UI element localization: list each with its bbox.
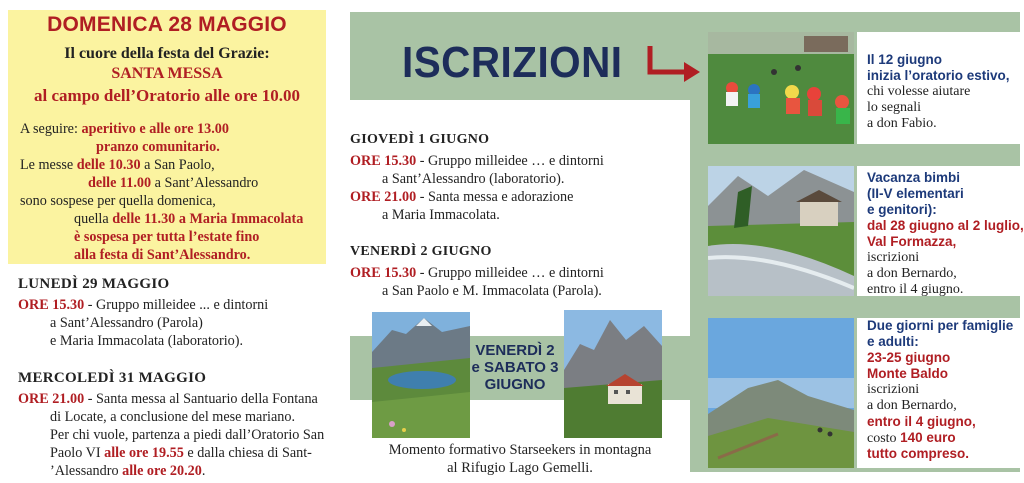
- arrow-right-icon: [646, 44, 704, 84]
- starseekers-caption-1: Momento formativo Starseekers in montagna: [388, 442, 652, 458]
- photo-val-formazza: [708, 166, 854, 296]
- domenica-line-6: quella delle 11.30 a Maria Immacolata: [74, 211, 304, 227]
- vacanza-line-4: dal 28 giugno al 2 luglio,: [867, 218, 1024, 233]
- vacanza-line-3: e genitori):: [867, 202, 937, 217]
- oratorio-line-5: a don Fabio.: [867, 116, 937, 131]
- starseekers-caption-2: al Rifugio Lago Gemelli.: [447, 460, 593, 476]
- giovedi-line-2: a Sant’Alessandro (laboratorio).: [382, 171, 565, 187]
- mercoledi-line-2: di Locate, a conclusione del mese mariano.: [50, 409, 296, 425]
- vacanza-line-7: a don Bernardo,: [867, 266, 957, 281]
- domenica-line-1: A seguire: aperitivo e alle ore 13.00: [20, 121, 229, 137]
- venerdi-title: VENERDÌ 2 GIUGNO: [350, 244, 492, 259]
- oratorio-line-1: Il 12 giugno: [867, 52, 943, 67]
- mercoledi-line-3: Per chi vuole, partenza a piedi dall’Oratorio San: [50, 427, 325, 443]
- venerdi-line-1: ORE 15.30 - Gruppo milleidee … e dintorni: [350, 265, 604, 281]
- lunedi-line-1: ORE 15.30 - Gruppo milleidee ... e dintorni: [18, 297, 269, 313]
- domenica-title: DOMENICA 28 MAGGIO: [47, 13, 287, 36]
- santa-messa-detail: al campo dell’Oratorio alle ore 10.00: [34, 86, 300, 105]
- lunedi-line-3: e Maria Immacolata (laboratorio).: [50, 333, 244, 349]
- iscrizioni-title: ISCRIZIONI: [402, 38, 623, 87]
- photo-oratorio: [708, 32, 854, 144]
- lunedi-title: LUNEDÌ 29 MAGGIO: [18, 276, 170, 292]
- venerdi-line-2: a San Paolo e M. Immacolata (Parola).: [382, 283, 602, 299]
- giovedi-line-1: ORE 15.30 - Gruppo milleidee … e dintorni: [350, 153, 604, 169]
- mercoledi-line-1: ORE 21.00 - Santa messa al Santuario della Fontana: [18, 391, 318, 407]
- vacanza-line-1: Vacanza bimbi: [867, 170, 961, 185]
- photo-monte-baldo: [708, 318, 854, 468]
- giovedi-title: GIOVEDÌ 1 GIUGNO: [350, 132, 490, 147]
- mercoledi-line-4: Paolo VI alle ore 19.55 e dalla chiesa di Sant-: [50, 445, 312, 461]
- mercoledi-title: MERCOLEDÌ 31 MAGGIO: [18, 370, 207, 386]
- domenica-box: [8, 10, 326, 264]
- giovedi-line-3: ORE 21.00 - Santa messa e adorazione: [350, 189, 574, 205]
- giovedi-line-4: a Maria Immacolata.: [382, 207, 500, 223]
- vacanza-line-8: entro il 4 giugno.: [867, 282, 964, 297]
- famiglie-line-1: Due giorni per famiglie: [867, 318, 1014, 333]
- famiglie-line-9: tutto compreso.: [867, 446, 970, 461]
- photo-lago-gemelli: [372, 312, 470, 438]
- vacanza-line-5: Val Formazza,: [867, 234, 957, 249]
- famiglie-line-5: iscrizioni: [867, 382, 920, 397]
- oratorio-line-2: inizia l’oratorio estivo,: [867, 68, 1010, 83]
- starseekers-date: [470, 342, 560, 393]
- famiglie-line-2: e adulti:: [867, 334, 919, 349]
- vacanza-line-6: iscrizioni: [867, 250, 920, 265]
- famiglie-line-3: 23-25 giugno: [867, 350, 951, 365]
- starseekers-date-1: VENERDÌ 2: [475, 342, 555, 359]
- famiglie-line-7: entro il 4 giugno,: [867, 414, 976, 429]
- lunedi-line-2: a Sant’Alessandro (Parola): [50, 315, 203, 331]
- domenica-line-8: alla festa di Sant’Alessandro.: [74, 247, 251, 263]
- oratorio-line-4: lo segnali: [867, 100, 922, 115]
- mercoledi-line-5: ’Alessandro alle ore 20.20.: [50, 463, 206, 479]
- photo-rifugio: [564, 310, 662, 438]
- domenica-line-3: Le messe delle 10.30 a San Paolo,: [20, 157, 215, 173]
- domenica-line-5: sono sospese per quella domenica,: [20, 193, 216, 209]
- domenica-line-2: pranzo comunitario.: [96, 139, 220, 155]
- oratorio-line-3: chi volesse aiutare: [867, 84, 971, 99]
- vacanza-line-2: (II-V elementari: [867, 186, 964, 201]
- domenica-heading: Il cuore della festa del Grazie:: [64, 45, 270, 62]
- domenica-line-7: è sospesa per tutta l’estate fino: [74, 229, 260, 245]
- starseekers-date-3: GIUGNO: [484, 376, 546, 393]
- famiglie-line-8: costo 140 euro: [867, 430, 956, 446]
- starseekers-date-2: e SABATO 3: [471, 359, 559, 376]
- famiglie-line-4: Monte Baldo: [867, 366, 948, 381]
- domenica-line-4: delle 11.00 a Sant’Alessandro: [88, 175, 259, 191]
- famiglie-line-6: a don Bernardo,: [867, 398, 957, 413]
- santa-messa: SANTA MESSA: [111, 65, 223, 82]
